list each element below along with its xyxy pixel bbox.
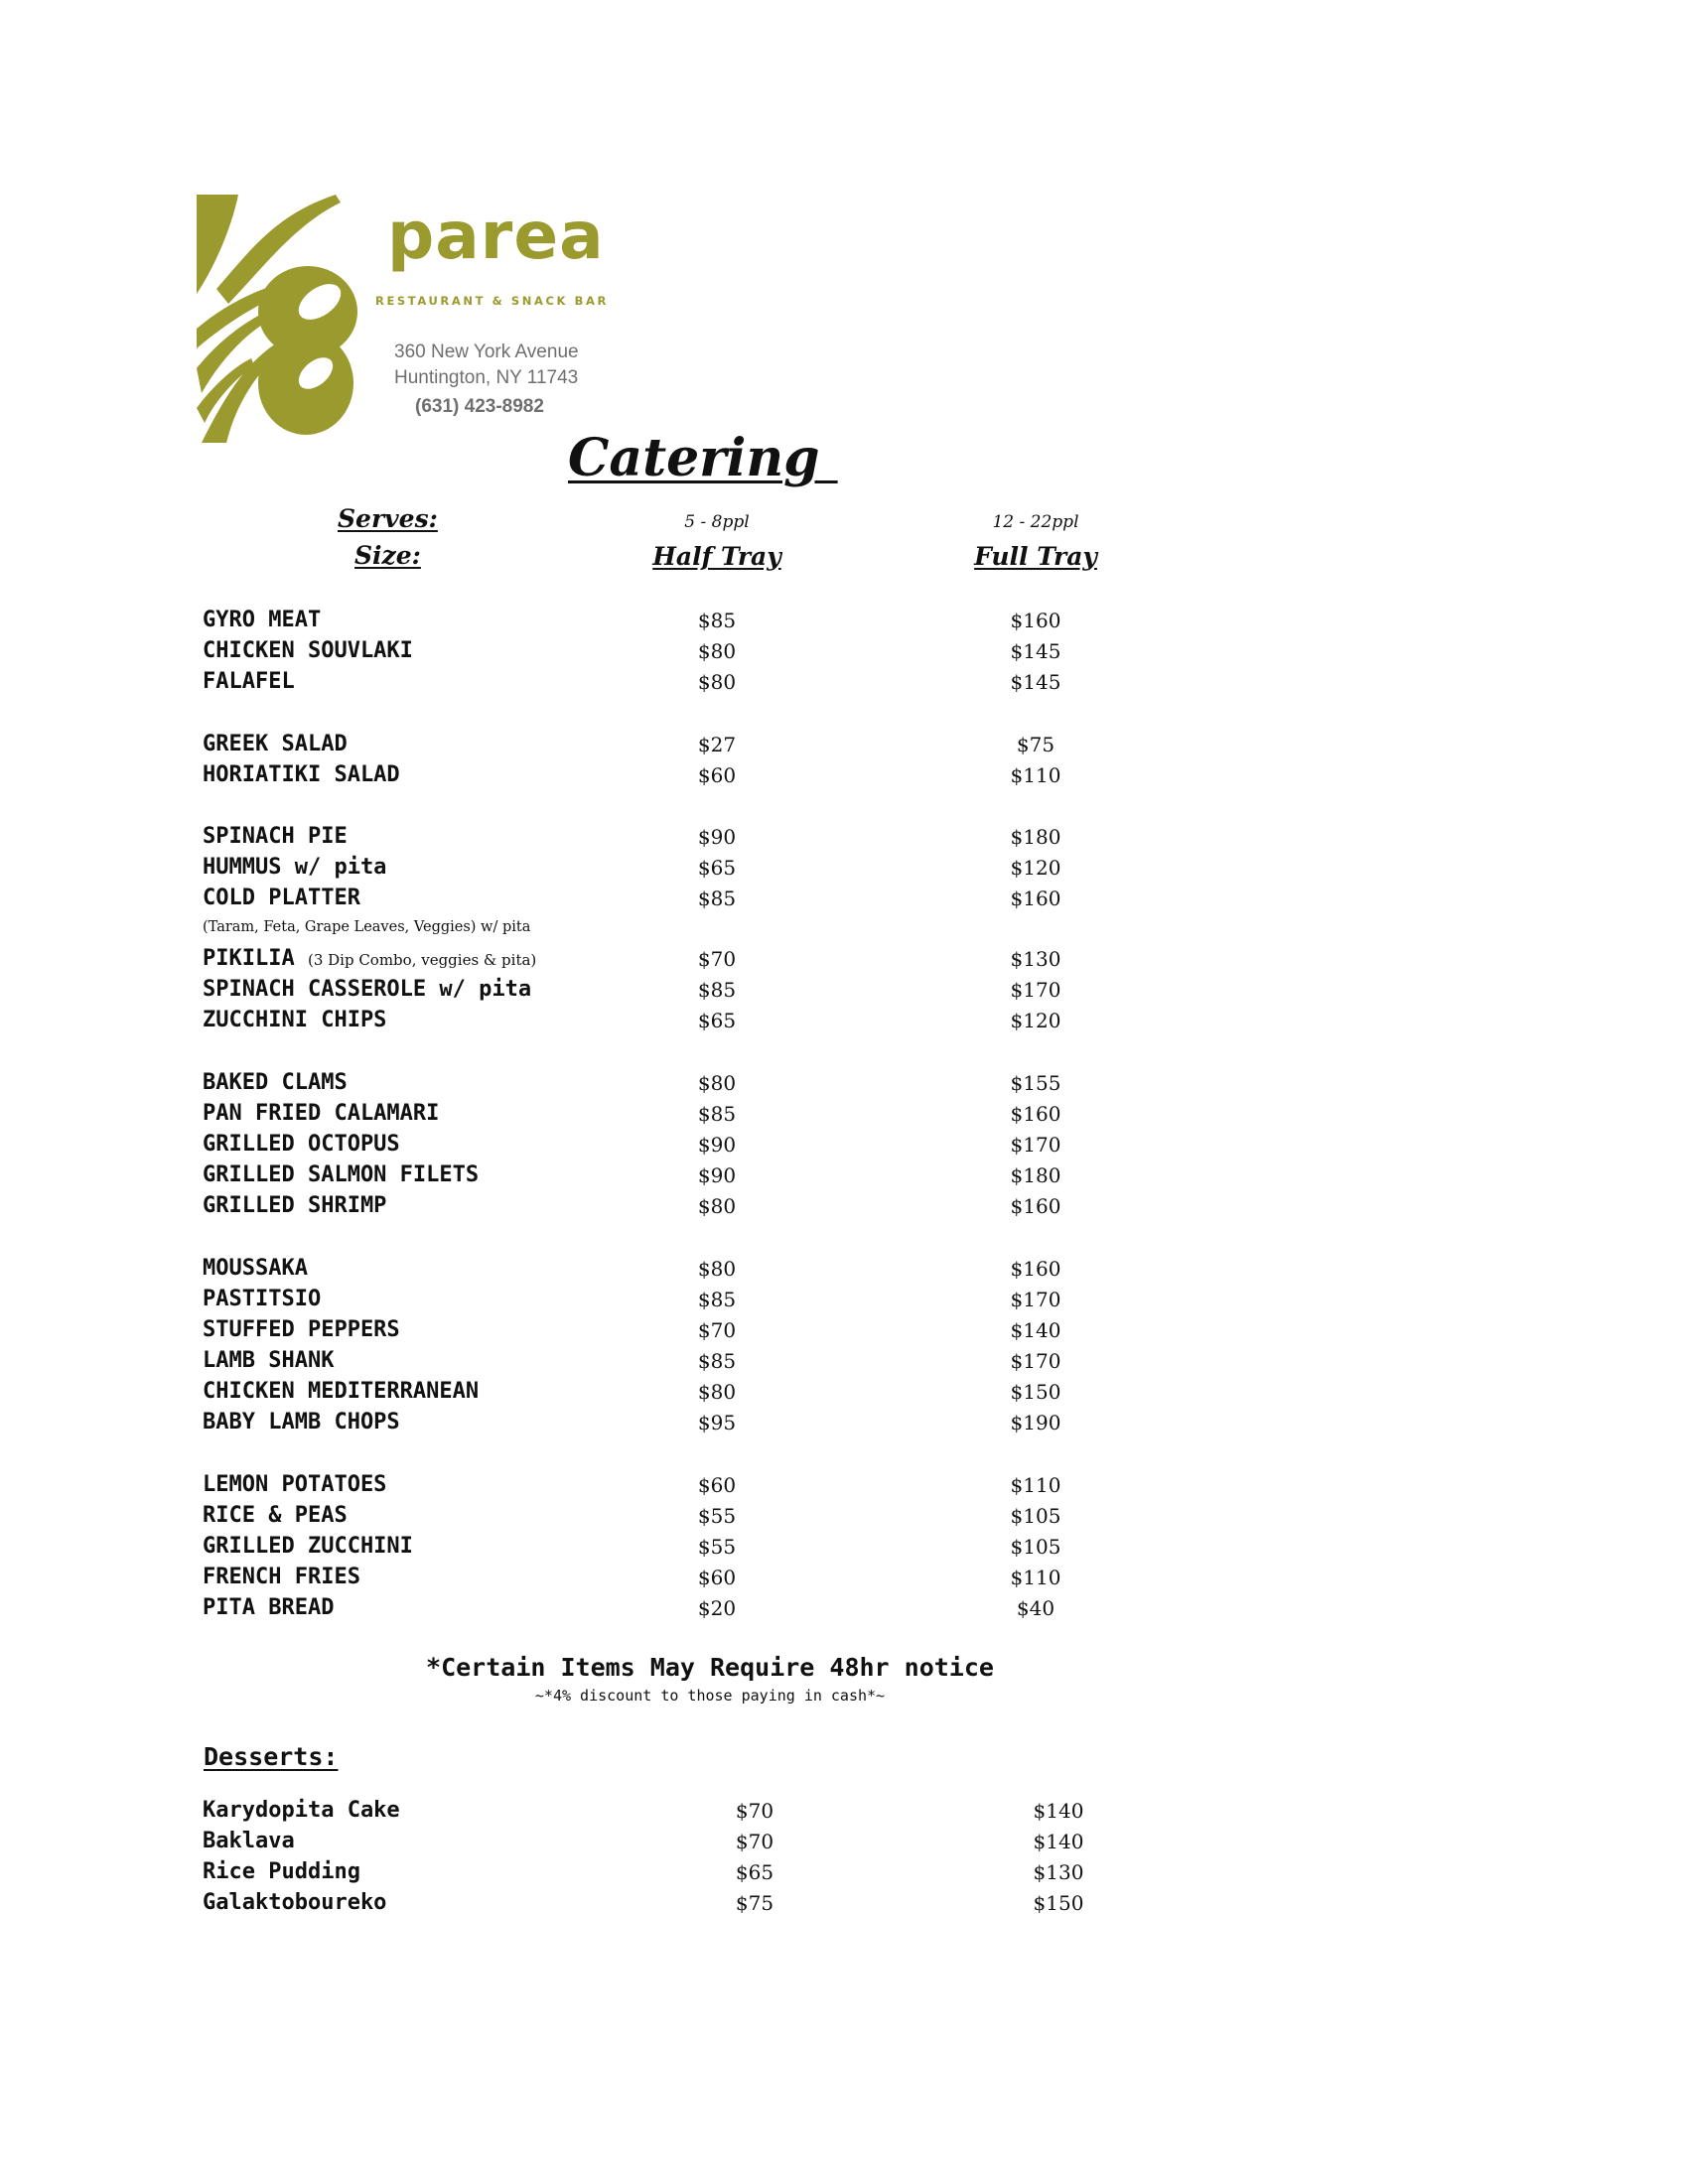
half-price: $90 <box>697 1133 737 1157</box>
full-price: $190 <box>1010 1411 1061 1434</box>
dessert-item-name: Karydopita Cake <box>203 1798 400 1823</box>
full-price: $160 <box>1010 1194 1061 1218</box>
menu-item-name: ZUCCHINI CHIPS <box>203 1008 387 1032</box>
half-price: $80 <box>697 1257 737 1281</box>
half-price: $85 <box>697 1102 737 1126</box>
half-price: $90 <box>697 825 737 849</box>
menu-item-name: GRILLED SALMON FILETS <box>203 1162 480 1187</box>
full-price: $145 <box>1010 639 1061 663</box>
full-price: $180 <box>1010 825 1061 849</box>
dessert-half-price: $75 <box>735 1891 774 1915</box>
half-price: $20 <box>697 1596 737 1620</box>
menu-item-name: GRILLED ZUCCHINI <box>203 1534 413 1559</box>
cash-discount-note: ~*4% discount to those paying in cash*~ <box>534 1687 886 1705</box>
menu-item-name: RICE & PEAS <box>203 1503 348 1528</box>
full-price: $155 <box>1010 1071 1061 1095</box>
half-price: $80 <box>697 1380 737 1404</box>
menu-item-name: PASTITSIO <box>203 1287 322 1311</box>
menu-item-name: GRILLED SHRIMP <box>203 1193 387 1218</box>
address-line-2: Huntington, NY 11743 <box>394 367 579 388</box>
full-price: $160 <box>1010 1257 1061 1281</box>
full-price: $120 <box>1010 1009 1061 1032</box>
menu-item-name: BAKED CLAMS <box>203 1070 348 1095</box>
full-price: $110 <box>1010 763 1061 787</box>
half-tray-serves: 5 - 8ppl <box>684 512 750 532</box>
address-line-1: 360 New York Avenue <box>394 341 579 362</box>
full-price: $130 <box>1010 947 1061 971</box>
half-price: $27 <box>697 733 737 756</box>
full-price: $40 <box>1016 1596 1055 1620</box>
half-price: $80 <box>697 1194 737 1218</box>
menu-item-name: LEMON POTATOES <box>203 1472 387 1497</box>
menu-item-name: GYRO MEAT <box>203 608 322 632</box>
half-price: $55 <box>697 1535 737 1559</box>
half-price: $65 <box>697 1009 737 1032</box>
dessert-full-price: $130 <box>1033 1860 1084 1884</box>
menu-item-name: PIKILIA <box>203 946 295 971</box>
menu-item-name: GRILLED OCTOPUS <box>203 1132 400 1157</box>
half-price: $85 <box>697 609 737 632</box>
full-price: $150 <box>1010 1380 1061 1404</box>
half-price: $85 <box>697 978 737 1002</box>
full-price: $160 <box>1010 609 1061 632</box>
menu-item-name: CHICKEN MEDITERRANEAN <box>203 1379 480 1404</box>
menu-item-name: MOUSSAKA <box>203 1256 308 1281</box>
half-price: $90 <box>697 1163 737 1187</box>
full-price: $105 <box>1010 1504 1061 1528</box>
full-price: $145 <box>1010 670 1061 694</box>
half-price: $80 <box>697 1071 737 1095</box>
half-price: $80 <box>697 639 737 663</box>
full-price: $140 <box>1010 1318 1061 1342</box>
full-price: $120 <box>1010 856 1061 880</box>
full-price: $160 <box>1010 887 1061 910</box>
menu-item-name: CHICKEN SOUVLAKI <box>203 638 413 663</box>
half-price: $55 <box>697 1504 737 1528</box>
half-price: $70 <box>697 947 737 971</box>
full-price: $160 <box>1010 1102 1061 1126</box>
menu-item-name: SPINACH CASSEROLE w/ pita <box>203 977 532 1002</box>
menu-item-note: (3 Dip Combo, veggies & pita) <box>307 951 537 969</box>
full-tray-serves: 12 - 22ppl <box>992 512 1079 532</box>
menu-item-pikilia <box>203 948 536 970</box>
half-price: $60 <box>697 763 737 787</box>
menu-item-name: HUMMUS w/ pita <box>203 855 387 880</box>
half-price: $85 <box>697 1288 737 1311</box>
dessert-item-name: Baklava <box>203 1829 295 1853</box>
dessert-item-name: Rice Pudding <box>203 1859 360 1884</box>
half-price: $65 <box>697 856 737 880</box>
full-price: $110 <box>1010 1473 1061 1497</box>
dessert-full-price: $140 <box>1033 1830 1084 1853</box>
dessert-half-price: $70 <box>735 1830 774 1853</box>
full-price: $170 <box>1010 1349 1061 1373</box>
desserts-heading: Desserts: <box>204 1742 339 1771</box>
menu-item-name: LAMB SHANK <box>203 1348 335 1373</box>
half-tray-label: Half Tray <box>652 542 781 571</box>
menu-item-name: FRENCH FRIES <box>203 1565 360 1589</box>
half-price: $80 <box>697 670 737 694</box>
menu-item-name: SPINACH PIE <box>203 824 348 849</box>
olive-branch-logo-icon <box>197 195 395 443</box>
full-price: $170 <box>1010 978 1061 1002</box>
menu-item-name: COLD PLATTER <box>203 886 360 910</box>
dessert-full-price: $140 <box>1033 1799 1084 1823</box>
half-price: $85 <box>697 887 737 910</box>
dessert-half-price: $70 <box>735 1799 774 1823</box>
dessert-half-price: $65 <box>735 1860 774 1884</box>
cold-platter-note: (Taram, Feta, Grape Leaves, Veggies) w/ pita <box>203 919 531 935</box>
full-price: $105 <box>1010 1535 1061 1559</box>
full-tray-label: Full Tray <box>974 542 1097 571</box>
half-price: $60 <box>697 1473 737 1497</box>
half-price: $85 <box>697 1349 737 1373</box>
full-price: $170 <box>1010 1133 1061 1157</box>
menu-item-name: FALAFEL <box>203 669 295 694</box>
phone-number: (631) 423-8982 <box>415 396 544 417</box>
dessert-item-name: Galaktoboureko <box>203 1890 387 1915</box>
full-price: $110 <box>1010 1566 1061 1589</box>
half-price: $60 <box>697 1566 737 1589</box>
brand-subtitle: RESTAURANT & SNACK BAR <box>375 294 609 308</box>
menu-item-name: BABY LAMB CHOPS <box>203 1410 400 1434</box>
half-price: $95 <box>697 1411 737 1434</box>
menu-item-name: PAN FRIED CALAMARI <box>203 1101 440 1126</box>
menu-item-name: HORIATIKI SALAD <box>203 762 400 787</box>
half-price: $70 <box>697 1318 737 1342</box>
full-price: $180 <box>1010 1163 1061 1187</box>
size-label: Size: <box>354 541 421 570</box>
menu-item-name: GREEK SALAD <box>203 732 348 756</box>
page-title: Catering <box>568 428 838 488</box>
menu-item-name: PITA BREAD <box>203 1595 335 1620</box>
brand-name: parea <box>387 198 605 274</box>
serves-label: Serves: <box>338 504 438 533</box>
advance-notice: *Certain Items May Require 48hr notice <box>426 1653 994 1682</box>
dessert-full-price: $150 <box>1033 1891 1084 1915</box>
full-price: $75 <box>1016 733 1055 756</box>
full-price: $170 <box>1010 1288 1061 1311</box>
menu-item-name: STUFFED PEPPERS <box>203 1317 400 1342</box>
